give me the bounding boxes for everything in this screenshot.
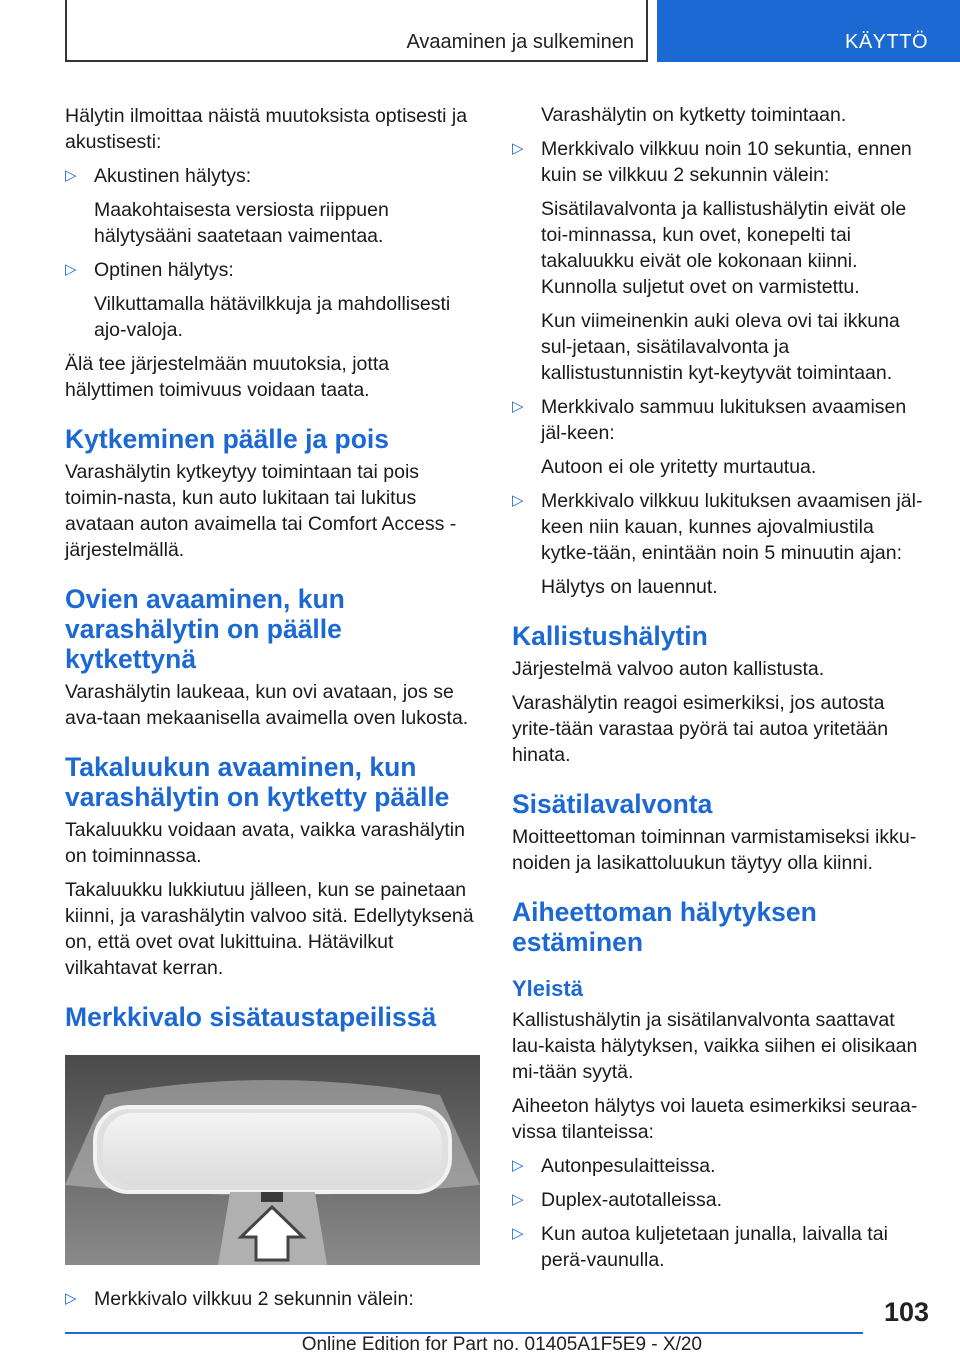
intro-paragraph: Hälytin ilmoittaa näistä muutoksista optisesti ja akustisesti: [65, 105, 468, 153]
paragraph: Varashälytin kytkeytyy toimintaan tai pois toimin-nasta, kun auto lukitaan tai lukitus avataan auton avaimella tai Comfort Access -järjestelmällä. [65, 461, 457, 561]
list-item: ▷ Kun autoa kuljetetaan junalla, laivalla tai perä-vaunulla. [512, 1223, 888, 1271]
heading-interior-monitoring: Sisätilavalvonta [512, 789, 713, 819]
list-item: ▷ Merkkivalo vilkkuu 2 sekunnin välein: [65, 1288, 414, 1310]
heading-tailgate: Takaluukun avaaminen, kun varashälytin on kytketty päälle [65, 752, 450, 812]
list-item: ▷ Merkkivalo vilkkuu lukituksen avaamisen jäl-keen niin kauan, kunnes ajovalmiustila kytke-tään, enintään noin 5 minuutin ajan: [512, 490, 923, 564]
rearview-mirror-illustration [65, 1055, 480, 1265]
header-chapter-tab [657, 0, 960, 62]
left-column [65, 103, 480, 1320]
list-item: ▷ Akustinen hälytys: [65, 165, 252, 187]
list-item-text: Kun viimeinenkin auki oleva ovi tai ikkuna sul-jetaan, sisätilavalvonta ja kallistustunnistin kyt-keytyvät toimintaan. [541, 310, 900, 384]
list-item: ▷ Optinen hälytys: [65, 259, 234, 281]
list-item: ▷ Merkkivalo sammuu lukituksen avaamisen jäl-keen: [512, 396, 907, 444]
paragraph: Aiheeton hälytys voi laueta esimerkiksi seuraa-vissa tilanteissa: [512, 1095, 918, 1143]
note-paragraph: Älä tee järjestelmään muutoksia, jotta hälyttimen toimivuus voidaan taata. [65, 353, 390, 401]
paragraph: Järjestelmä valvoo auton kallistusta. [512, 658, 825, 680]
triangle-bullet-icon: ▷ [512, 492, 524, 509]
paragraph: Varashälytin reagoi esimerkiksi, jos autosta yrite-tään varastaa pyörä tai autoa yritetään hinata. [512, 692, 889, 766]
list-item: ▷ Autonpesulaitteissa. [512, 1155, 716, 1177]
header-section-box [65, 0, 648, 62]
header-section-title: Avaaminen ja sulkeminen [406, 31, 634, 53]
heading-indicator: Merkkivalo sisätaustapeilissä [65, 1002, 437, 1032]
heading-false-alarm: Aiheettoman hälytyksen estäminen [512, 897, 817, 957]
list-item-text: Maakohtaisesta versiosta riippuen hälytysääni saatetaan vaimentaa. [94, 199, 389, 247]
list-item: ▷ Duplex-autotalleissa. [512, 1189, 723, 1211]
triangle-bullet-icon: ▷ [65, 1290, 77, 1307]
paragraph: Takaluukku voidaan avata, vaikka varashälytin on toiminnassa. [65, 819, 465, 867]
heading-switching: Kytkeminen päälle ja pois [65, 424, 390, 454]
triangle-bullet-icon: ▷ [512, 398, 524, 415]
heading-doors: Ovien avaaminen, kun varashälytin on päälle kytkettynä [65, 584, 345, 674]
list-item-text: Varashälytin on kytketty toimintaan. [541, 104, 847, 126]
paragraph: Moitteettoman toiminnan varmistamiseksi ikku-noiden ja lasikattoluukun täytyy olla kiinni. [512, 826, 917, 874]
list-item-text: Vilkuttamalla hätävilkkuja ja mahdollisesti ajo-valoja. [94, 293, 451, 341]
triangle-bullet-icon: ▷ [512, 140, 524, 157]
triangle-bullet-icon: ▷ [65, 261, 77, 278]
heading-tilt-alarm: Kallistushälytin [512, 621, 708, 651]
paragraph: Varashälytin laukeaa, kun ovi avataan, jos se ava-taan mekaanisella avaimella oven lukosta. [65, 681, 469, 729]
footer-edition: Online Edition for Part no. 01405A1F5E9 - X/20 [301, 1334, 702, 1355]
right-column [512, 102, 930, 1281]
triangle-bullet-icon: ▷ [512, 1157, 524, 1174]
list-item: ▷ Merkkivalo vilkkuu noin 10 sekuntia, ennen kuin se vilkkuu 2 sekunnin välein: [512, 138, 912, 186]
page-number: 103 [883, 1297, 929, 1327]
triangle-bullet-icon: ▷ [65, 167, 77, 184]
paragraph: Kallistushälytin ja sisätilanvalvonta saattavat lau-kaista hälytyksen, vaikka siihen ei olisikaan mi-tään syytä. [512, 1009, 918, 1083]
list-item-text: Autoon ei ole yritetty murtautua. [541, 456, 817, 478]
paragraph: Takaluukku lukkiutuu jälleen, kun se painetaan kiinni, ja varashälytin valvoo sitä. Edellytyksenä on, että ovet ovat lukittuina. Hätävilkut vilkahtavat kerran. [65, 879, 474, 979]
triangle-bullet-icon: ▷ [512, 1225, 524, 1242]
subheading-general: Yleistä [512, 976, 583, 1001]
header-chapter-title: KÄYTTÖ [844, 31, 928, 53]
list-item-text: Sisätilavalvonta ja kallistushälytin eivät ole toi-minnassa, kun ovet, konepelti tai takaluukku eivät ole kokonaan kiinni. Kunnolla suljetut ovet on varmistettu. [541, 198, 907, 298]
triangle-bullet-icon: ▷ [512, 1191, 524, 1208]
list-item-text: Hälytys on lauennut. [541, 576, 718, 598]
